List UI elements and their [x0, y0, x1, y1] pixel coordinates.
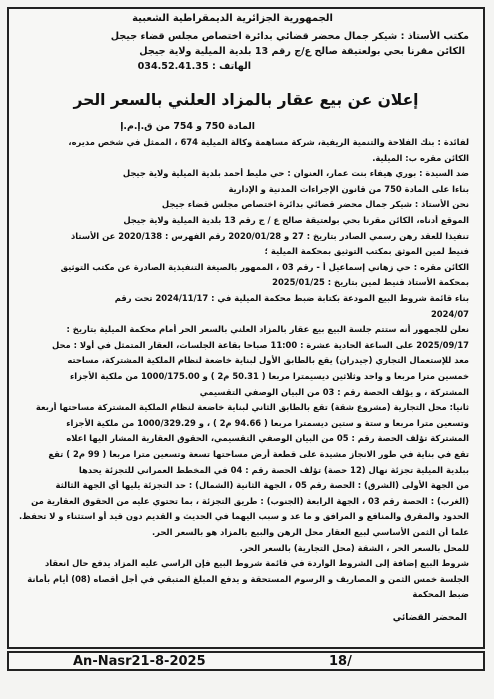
body-line: الجلسة خمس الثمن و المصاريف و الرسوم المستحقة و يدفع المبلغ المتبقي في أجل أقصاه (08) أيام بأمانة [27, 573, 469, 584]
office-line: مكتب الأستاذ : شيكر جمال محضر قضائي بدائرة اختصاص مجلس قضاء جيجل [110, 31, 469, 42]
body-line: للمحل بالسعر الحر ، الشقة (محل التجارية) بالسعر الحر. [239, 542, 469, 553]
body-line: نعلن للجمهور أنه ستتم جلسة البيع بيع عقار بالمزاد العلني بالسعر الحر أمام محكمة الميلية بتاريخ : [66, 324, 469, 335]
body-line: وتسعين مترا مربعا و ستة و ستين ديسمترا مربعا ( 94.66 م2 ) ، و 1000/329.29 من ملكية الأجزاء [66, 417, 469, 428]
body-line: المشتركة تؤلف الحصة رقم : 05 من البيان الوصفي التقسيمي، الحقوق العقارية المشار اليها اعلاه [66, 433, 469, 444]
body-line: فنيط لمين الموثق بمكتب التوثيق بمحكمة الميلية ؛ [264, 246, 469, 257]
body-line: ضبط المحكمة [412, 589, 469, 600]
body-line: خمسين مترا مربعا و واحد وثلاثين ديسيمترا مربعا ( 50.31 م2 ) و 1000/175.00 من ملكية الأجزاء [70, 371, 469, 381]
body-line: الكائن مقره ب: الميلية. [372, 152, 469, 163]
publication-label: An-Nasr21-8-2025 [73, 654, 206, 669]
page-footer [7, 651, 485, 671]
body-line: المشتركة ، و يؤلف الحصة رقم : 03 من البيان الوصفي التقسيمي [199, 386, 469, 397]
body-line: لفائدة : بنك الفلاحة والتنمية الريفية، شركة مساهمة وكالة الميلية 674 ، الممثل في شخص مديره، [68, 137, 469, 147]
body-line: 2024/07 [430, 308, 469, 319]
body-line: ثانيا: محل التجارية (مشروع شقة) تقع بالطابق الثاني لبناية خاضعة لنظام الملكية المشتركة مساحتها أربعة [35, 402, 469, 413]
body-line: ضد السيدة : بوري هيفاء بنت عمار، العنوان : حي مليط أحمد بلدية الميلية ولاية جيجل [122, 168, 469, 179]
bailiff-signature: المحضر القضائي [392, 613, 467, 623]
body-line: الموقع أدناه، الكائن مقرنا بحي بولعتيقة صالح ع / ج رقم 13 بلدية الميلية ولاية جيجل [123, 215, 469, 225]
body-line: الحدود والمقرق والمنافع و المرافق و ما عد و سبب اليهما في الحديث و القديم دون قيد أو استثناء و لا تحفظ. [19, 511, 469, 522]
phone-line: الهاتف : 034.52.41.35 [137, 61, 251, 72]
body-line: ببلدية الميلية تجزئة نهال (12 حصة) تؤلف الحصة رقم : 04 في المخطط العمراني للتجزئة يحدها [78, 464, 469, 475]
announcement-frame [7, 7, 485, 649]
body-line: نحن الأستاذ : شيكر جمال محضر قضائي بدائرة اختصاص مجلس قضاء جيجل [161, 199, 469, 210]
body-line: (الغرب) : الحصة رقم 03 ، الجهة الرابعة (الجنوب) : طريق التجزئة ، بما تحتوي عليه من الحقوق العقارية من [31, 495, 469, 506]
address-line: الكائن مقرنا بحي بولعتيقة صالح ع/ج رقم 13 بلدية الميلية ولاية جيجل [139, 46, 465, 57]
body-line: بناءا على المادة 750 من قانون الإجراءات المدنية و الإدارية [228, 183, 469, 194]
body-line: تنفيذا للعقد رهن رسمي الصادر بتاريخ : 27 و 2020/01/28 رقم الفهرس : 2020/138 عن الأستاذ [70, 230, 469, 241]
announcement-title: إعلان عن بيع عقار بالمزاد العلني بالسعر الحر [73, 91, 419, 109]
page-number: 18/ [329, 654, 352, 669]
body-line: تقع في بناية في طور الانجاز مشيدة على قطعة أرض مساحتها تسعة وتسعين مترا مربعا ( 99 م2 ) تقع [48, 449, 469, 459]
body-line: بناء قائمة شروط البيع المودعة بكتابة ضبط محكمة الميلية في : 2024/11/17 تحت رقم [114, 293, 469, 303]
body-line: علما أن الثمن الأساسي لبيع العقار محل الرهن والبيع بالمزاد هو بالسعر الحر. [152, 527, 469, 537]
articles-line: المادة 750 و 754 من ق.إ.م.إ [120, 121, 255, 132]
body-line: بمحكمة الأستاذ فنيط لمين بتاريخ : 2025/01/25 [272, 277, 469, 288]
body-line: الكائن مقره : حي زهاني إسماعيل أ - رقم 03 ، الممهور بالصيغة التنفيذية الصادرة عن مكتب التوثيق [60, 261, 469, 272]
body-line: معد للإستعمال التجاري (جيدران) يقع بالطابق الأول لبناية خاضعة لنظام الملكية المشتركة، مساحته [67, 355, 469, 366]
body-line: شروط البيع إضافة إلى الشروط الواردة في قائمة شروط البيع فإن الراسي عليه المزاد يدفع حال انعقاد [44, 558, 469, 569]
body-line: من الجهة الأولى (الشرق) : الحصة رقم 05 ، الجهة الثانية (الشمال) : حد التجزئة يليها أي الجهة الثالثة [55, 480, 469, 491]
body-line: 2025/09/17 على الساعة الحادية عشرة : 11:00 صباحا بقاعة الجلسات، العقار المتمثل في أولا : محل [51, 339, 469, 350]
republic-heading: الجمهورية الجزائرية الديمقراطية الشعبية [132, 13, 333, 24]
